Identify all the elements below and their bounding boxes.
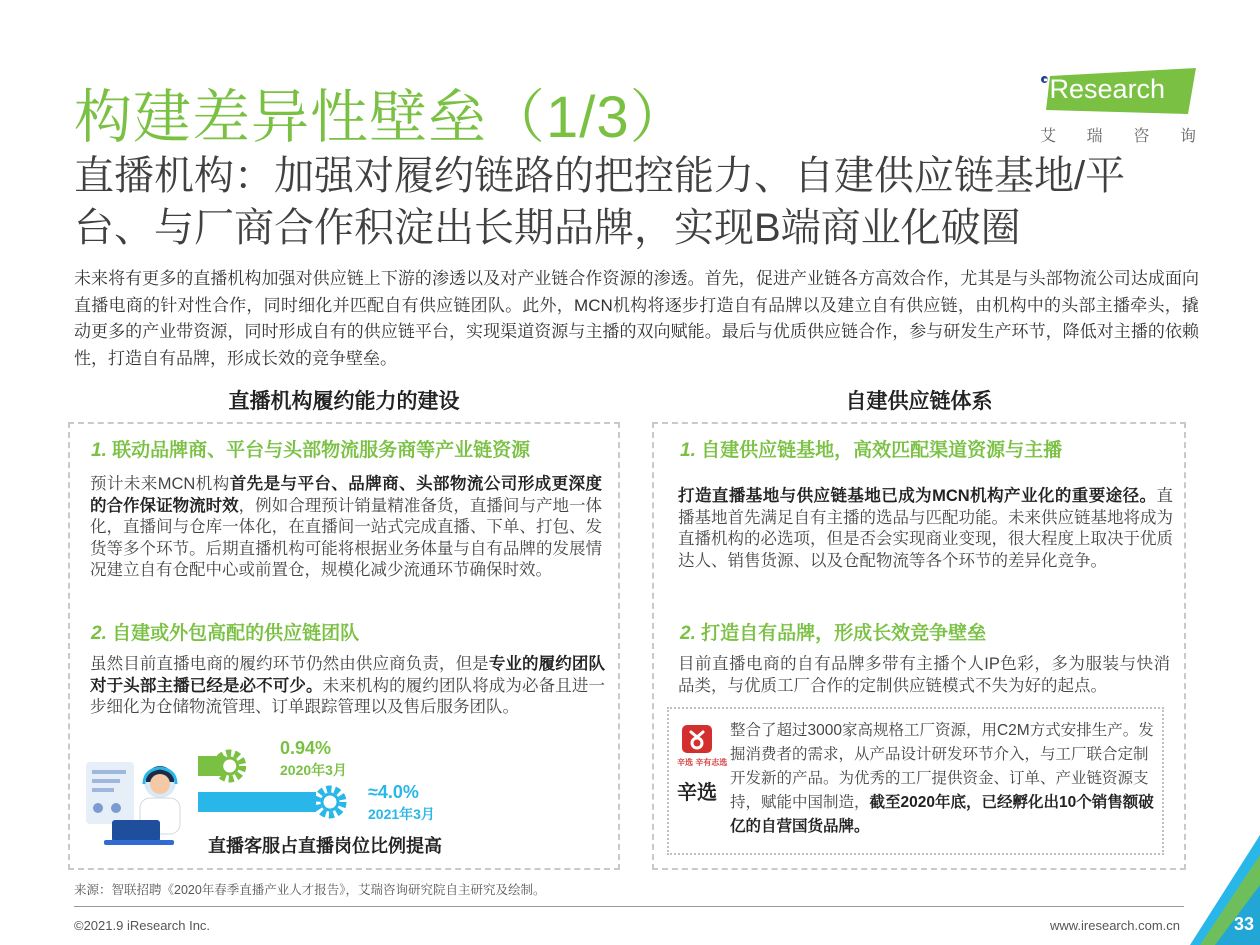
right-section-2-text: 目前直播电商的自有品牌多带有主播个人IP色彩，多为服装与快消品类，与优质工厂合作的定制供应链模式不失为好的起点。 xyxy=(678,655,1170,695)
left-section-2-heading: 2. 自建或外包高配的供应链团队 xyxy=(91,623,360,644)
logo-wordmark: iResearch xyxy=(1042,74,1166,104)
left-column-title: 直播机构履约能力的建设 xyxy=(228,390,460,413)
left-section-1-text: 预计未来MCN机构首先是与平台、品牌商、头部物流公司形成更深度的合作保证物流时效，例如合理预计销量精准备货，直播间与产地一体化，直播间与仓库一体化，在直播间一站式完成直播、下单、打包、发货等多个环节。后期直播机构可能将根据业务体量与自有品牌的发展情况建立自有仓配中心或前置仓，规模化减少流通环节确保时效。 xyxy=(90,475,603,579)
website-link[interactable]: www.iresearch.com.cn xyxy=(1049,918,1180,933)
stat-value-2020: 0.94% xyxy=(280,738,332,758)
ratio-bars xyxy=(198,740,358,830)
stat-value-2021: ≈4.0% xyxy=(368,782,419,802)
xinxuan-name: 辛选 xyxy=(677,782,717,804)
copyright: ©2021.9 iResearch Inc. xyxy=(74,918,211,933)
right-column-title: 自建供应链体系 xyxy=(845,390,993,413)
customer-service-illustration xyxy=(82,752,196,852)
xinxuan-logo-subtext: 辛选 辛有志选 xyxy=(677,758,728,767)
right-section-2-heading: 2. 打造自有品牌，形成长效竞争壁垒 xyxy=(680,623,987,644)
gear-icon-blue xyxy=(317,789,343,815)
page-title: 构建差异性壁垒（1/3） xyxy=(74,85,689,150)
intro-paragraph: 未来将有更多的直播机构加强对供应链上下游的渗透以及对产业链合作资源的渗透。首先，促进产业链各方高效合作，尤其是与头部物流公司达成面向直播电商的针对性合作，同时细化并匹配自有供应链团队。此外，MCN机构将逐步打造自有品牌以及建立自有供应链，由机构中的头部主播牵头，撬动更多的产业带资源，同时形成自有的供应链平台，实现渠道资源与主播的双向赋能。最后与优质供应链合作，参与研发生产环节，降低对主播的依赖性，打造自有品牌，形成长效的竞争壁垒。 xyxy=(74,269,1199,368)
stat-date-2021: 2021年3月 xyxy=(368,806,435,822)
left-section-1-heading: 1. 联动品牌商、平台与头部物流服务商等产业链资源 xyxy=(91,440,531,461)
stat-date-2020: 2020年3月 xyxy=(280,762,347,778)
page-number: 33 xyxy=(1233,914,1254,934)
right-section-1-text: 打造直播基地与供应链基地已成为MCN机构产业化的重要途径。直播基地首先满足自有主播的选品与匹配功能。未来供应链基地将成为直播机构的必选项，但是否会实现商业变现，很大程度上取决于优质达人、销售货源、以及仓配物流等各个环节的差异化竞争。 xyxy=(678,487,1173,570)
xinxuan-logo-icon xyxy=(682,725,712,753)
page-subtitle: 直播机构：加强对履约链路的把控能力、自建供应链基地/平台、与厂商合作积淀出长期品牌，实现B端商业化破圈 xyxy=(74,154,1126,250)
iresearch-logo xyxy=(1036,68,1200,148)
bar-2021 xyxy=(198,792,316,812)
logo-chinese: 艾 瑞 咨 询 xyxy=(1040,128,1200,145)
left-section-2-text: 虽然目前直播电商的履约环节仍然由供应商负责，但是专业的履约团队对于头部主播已经是必不可少。未来机构的履约团队将成为必备且进一步细化为仓储物流管理、订单跟踪管理以及售后服务团队。 xyxy=(90,655,606,716)
footer-divider xyxy=(74,906,1184,907)
right-section-1-heading: 1. 自建供应链基地，高效匹配渠道资源与主播 xyxy=(680,440,1063,461)
source-note: 来源：智联招聘《2020年春季直播产业人才报告》，艾瑞咨询研究院自主研究及绘制。 xyxy=(74,883,546,897)
case-study-text: 整合了超过3000家高规格工厂资源，用C2M方式安排生产。发掘消费者的需求，从产品设计研发环节介入，与工厂联合定制开发新的产品。为优秀的工厂提供资金、订单、产业链资源支持，赋能中国制造，截至2020年底，已经孵化出10个销售额破亿的自营国货品牌。 xyxy=(730,722,1154,835)
stat-caption: 直播客服占直播岗位比例提高 xyxy=(208,836,442,856)
